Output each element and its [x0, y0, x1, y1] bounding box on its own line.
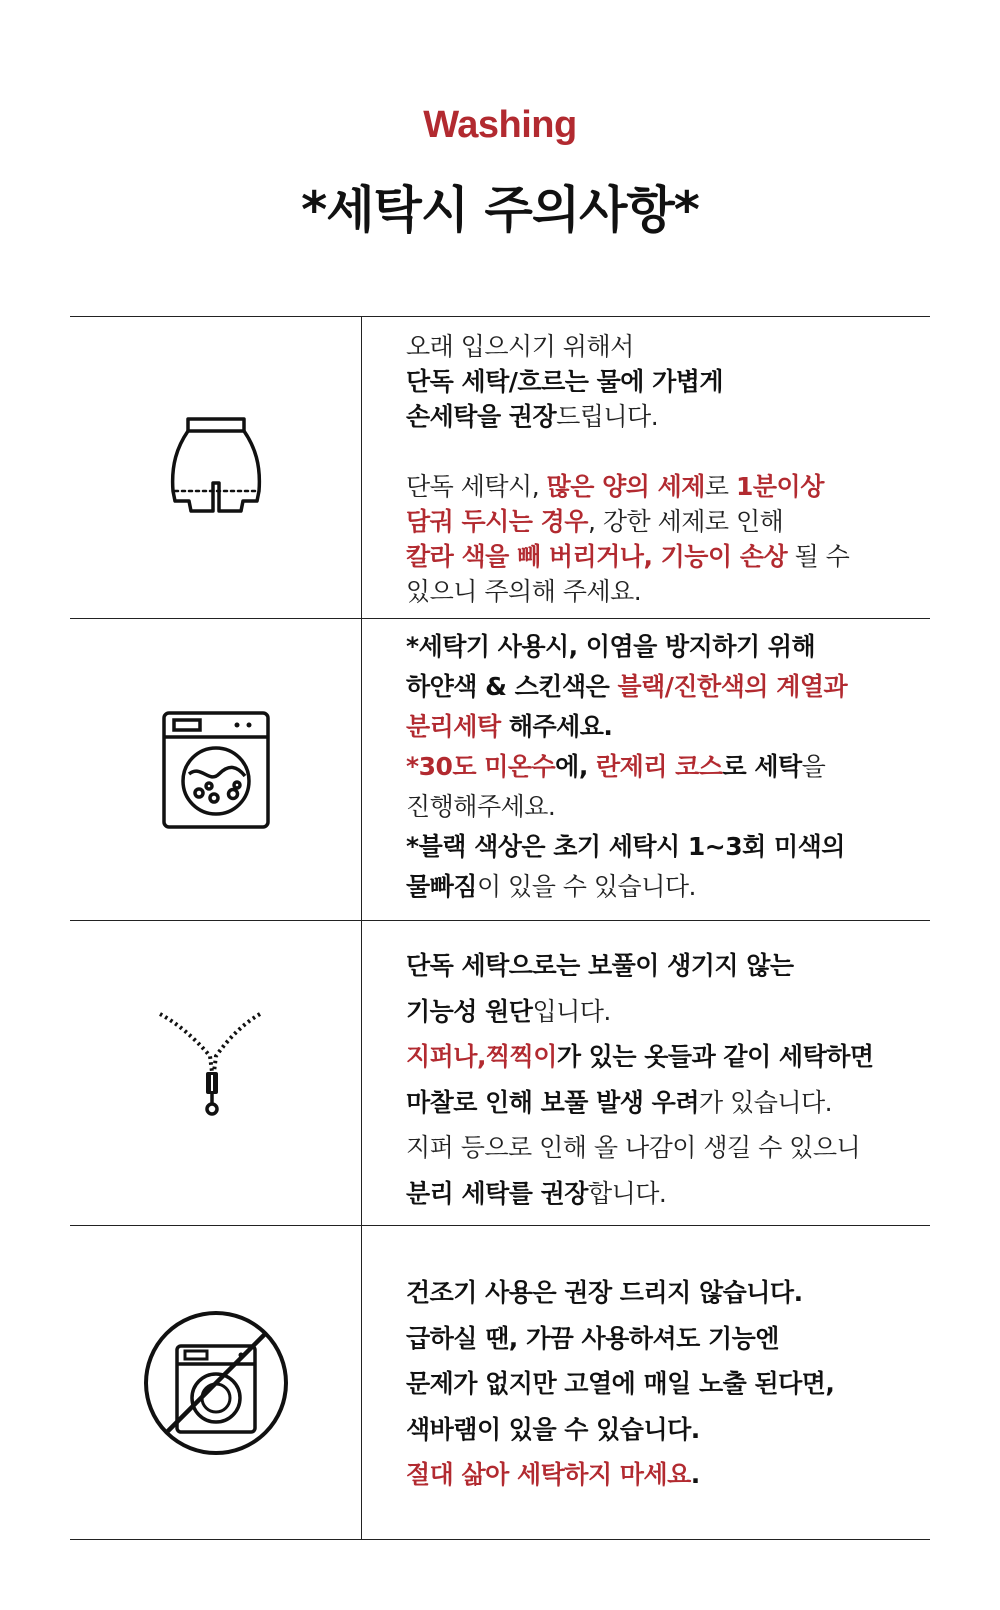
- bold-text: 물빠짐: [406, 872, 477, 901]
- text-line: [406, 867, 920, 907]
- bold-text: 분리 세탁를 권장: [406, 1178, 588, 1208]
- bold-text: 색바램이 있을 수 있습니다.: [406, 1414, 700, 1444]
- text-line: [406, 539, 920, 574]
- highlight-text: 1분이상: [736, 472, 824, 501]
- text-line: [406, 434, 920, 469]
- bold-text: 하얀색 & 스킨색은: [406, 672, 618, 701]
- bold-text: 단독 세탁으로는 보풀이 생기지 않는: [406, 951, 794, 980]
- bold-text: 문제가 없지만 고열에 매일 노출 된다면,: [406, 1369, 835, 1398]
- body-text: 을: [801, 752, 826, 781]
- body-text: 합니다.: [587, 1178, 667, 1208]
- body-text: 드립니다.: [556, 402, 659, 431]
- section-subtitle: Washing: [423, 104, 577, 146]
- text-line: [406, 943, 920, 989]
- text-line: [406, 1034, 920, 1080]
- bold-text: *블랙 색상은 초기 세탁시 1~3회 미색의: [406, 832, 845, 861]
- text-cell: [362, 1226, 930, 1539]
- text-cell: [362, 921, 930, 1225]
- text-line: [406, 1407, 920, 1453]
- care-row-hand-wash: [70, 316, 930, 618]
- text-line: [406, 747, 920, 787]
- body-text: 있으니 주의해 주세요.: [406, 577, 642, 606]
- body-text: 오래 입으시기 위해서: [406, 332, 634, 361]
- body-text: 가 있습니다.: [698, 1087, 833, 1117]
- text-line: [406, 667, 920, 707]
- zipper-icon: [156, 1008, 276, 1138]
- body-text: 로: [704, 472, 737, 501]
- body-text: 지퍼 등으로 인해 올 나감이 생길 수 있으니: [406, 1133, 861, 1162]
- care-row-machine-wash: [70, 618, 930, 920]
- text-cell: [362, 619, 930, 920]
- bold-text: 단독 세탁/흐르는 물에 가볍게: [406, 367, 724, 396]
- page-title: *세탁시 주의사항*: [301, 181, 699, 239]
- bold-text: 급하실 땐, 가끔 사용하셔도 기능엔: [406, 1323, 779, 1353]
- no-dryer-icon: [141, 1308, 291, 1458]
- text-line: [406, 574, 920, 609]
- text-cell: [362, 317, 930, 618]
- bold-text: *세탁기 사용시, 이염을 방지하기 위해: [406, 632, 816, 661]
- highlight-text: 많은 양의 세제: [546, 472, 705, 501]
- text-line: [406, 1171, 920, 1217]
- bold-text: 해주세요.: [500, 712, 613, 741]
- text-line: [406, 469, 920, 504]
- bold-text: 가 있는 옷들과 같이 세탁하면: [556, 1042, 874, 1071]
- bold-text: 기능성 원단: [406, 996, 533, 1026]
- bold-text: .: [690, 1460, 700, 1489]
- body-text: 진행해주세요.: [406, 792, 556, 821]
- highlight-text: 블랙/진한색의 계열과: [617, 672, 848, 701]
- bold-text: 로 세탁: [722, 752, 802, 781]
- text-line: [406, 1361, 920, 1407]
- bold-text: 마찰로 인해 보풀 발생 우려: [406, 1087, 699, 1117]
- text-line: [406, 1316, 920, 1362]
- body-text: 될 수: [787, 542, 850, 571]
- text-line: [406, 1270, 920, 1316]
- highlight-text: 지퍼나,찍찍이: [406, 1042, 557, 1071]
- highlight-text: 분리세탁: [406, 712, 501, 741]
- text-line: [406, 329, 920, 364]
- highlight-text: 담궈 두시는 경우: [406, 507, 588, 536]
- body-text: 입니다.: [532, 996, 611, 1026]
- care-row-no-dryer: [70, 1225, 930, 1540]
- text-line: [406, 1125, 920, 1171]
- care-instructions-table: [70, 316, 930, 1540]
- highlight-text: 칼라 색을 빼 버리거나, 기능이 손상: [406, 542, 788, 571]
- bold-text: 에,: [555, 752, 597, 781]
- washing-machine-icon: [161, 710, 271, 830]
- bold-text: 건조기 사용은 권장 드리지 않습니다.: [406, 1278, 803, 1307]
- body-text: 이 있을 수 있습니다.: [476, 872, 696, 901]
- text-line: [406, 364, 920, 399]
- icon-cell: [70, 619, 362, 920]
- text-line: [406, 707, 920, 747]
- body-text: 단독 세탁시,: [406, 472, 547, 501]
- highlight-text: *30도 미온수: [406, 752, 556, 781]
- pants-icon: [161, 413, 271, 523]
- text-line: [406, 627, 920, 667]
- icon-cell: [70, 921, 362, 1225]
- care-row-separate-wash: [70, 920, 930, 1225]
- bold-text: 손세탁을 권장: [406, 402, 557, 431]
- text-line: [406, 827, 920, 867]
- highlight-text: 란제리 코스: [596, 752, 723, 781]
- text-line: [406, 1452, 920, 1498]
- text-line: [406, 1080, 920, 1126]
- icon-cell: [70, 1226, 362, 1539]
- text-line: [406, 399, 920, 434]
- text-line: [406, 504, 920, 539]
- text-line: [406, 787, 920, 827]
- text-line: [406, 989, 920, 1035]
- body-text: , 강한 세제로 인해: [587, 507, 784, 536]
- highlight-text: 절대 삶아 세탁하지 마세요: [406, 1460, 691, 1489]
- icon-cell: [70, 317, 362, 618]
